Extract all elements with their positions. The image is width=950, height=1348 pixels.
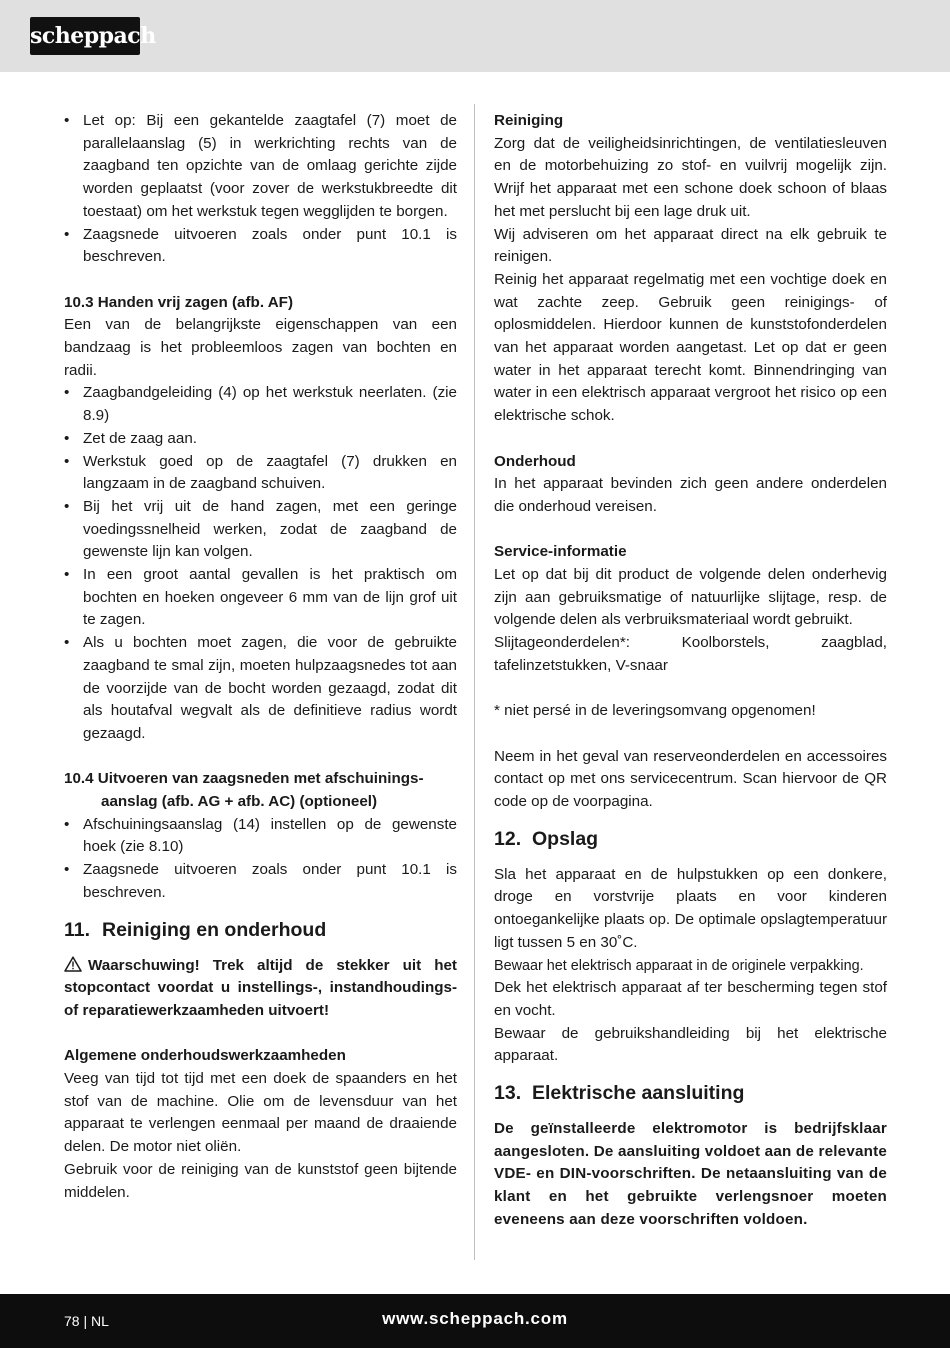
paragraph: In het apparaat bevinden zich geen andere onderdelen die onderhoud vereisen. [494,475,887,515]
list-item: • Afschuiningsaanslag (14) instellen op de gewenste hoek (zie 8.10) [64,815,457,856]
section-heading-10-4: 10.4 Uitvoeren van zaagsneden met afschuinings-aanslag (afb. AG + afb. AC) (optioneel) [64,770,424,811]
section-title-12: 12. Opslag [494,827,599,850]
footnote: * niet persé in de leveringsomvang opgenomen! [494,702,816,720]
paragraph: Veeg van tijd tot tijd met een doek de spaanders en het stof van de machine. Olie om de levensduur van het apparaat te verlengen eenmaal per maand de draaiende delen. De motor niet oliën. [64,1070,457,1156]
warning-text: Waarschuwing! Trek altijd de stekker uit het stopcontact voordat u instellings-, instandhoudings- of reparatiewerkzaamheden uitvoert! [64,956,457,1019]
list-item: • Zet de zaag aan. [64,429,197,447]
list-item: • In een groot aantal gevallen is het praktisch om bochten en hoeken ongeveer 6 mm van de lijn grof uit te zagen. [64,566,457,629]
list-item: • Werkstuk goed op de zaagtafel (7) drukken en langzaam in de zaagband schuiven. [64,452,457,493]
list-item: • Als u bochten moet zagen, die voor de gebruikte zaagband te smal zijn, moeten hulpzaagsnedes tot aan de voorzijde van de bocht worden gezaagd, zodat dit als houtafval wegvalt als de definitieve radius wordt gezaagd. [64,634,457,742]
list-item: • Let op: Bij een gekantelde zaagtafel (7) moet de parallelaanslag (5) in werkrichting rechts van de zaagband ten opzichte van de omlaag gerichte zijde worden geplaatst (voor zover de werkstukbreedte dit toestaat) om het werkstuk tegen wegglijden te borgen. [64,112,457,220]
paragraph: Bewaar het elektrisch apparaat in de originele verpakking. [494,957,864,974]
list-item: • Bij het vrij uit de hand zagen, met een geringe voedingssnelheid werken, zodat de zaagband de gewenste lijn kan volgen. [64,497,457,561]
right-column [494,110,887,1232]
paragraph: Reinig het apparaat regelmatig met een vochtige doek en wat zachte zeep. Gebruik geen reinigings- of oplosmiddelen. Hierdoor kunnen de kunststofonderdelen van het apparaat worden aangetast. Let op dat er geen water in het apparaat terecht komt. Binnendringing van water in een elektrisch apparaat vergroot het risico op een elektrische schok. [494,270,887,425]
section-heading-10-3: 10.3 Handen vrij zagen (afb. AF) [64,293,294,311]
paragraph: Sla het apparaat en de hulpstukken op een donkere, droge en vorstvrije plaats en voor kinderen ontoegankelijke plaats op. De optimale opslagtemperatuur ligt tussen 5 en 30˚C. [494,865,887,951]
paragraph: Zorg dat de veiligheidsinrichtingen, de ventilatiesleuven en de motorbehuizing zo stof- en vuilvrij mogelijk zijn. Wrijf het apparaat met een schone doek schoon of blaas het met perslucht bij een lage druk uit. [494,134,887,220]
subsection-heading: Onderhoud [494,452,576,470]
page-number: 78 | NL [64,1313,109,1329]
bullet-list [64,110,457,269]
paragraph: Bewaar de gebruikshandleiding bij het elektrische apparaat. [494,1024,887,1065]
warning-triangle-icon [64,956,82,972]
header-band [0,0,950,72]
paragraph: Wij adviseren om het apparaat direct na elk gebruik te reinigen. [494,225,887,266]
website-link[interactable]: www.scheppach.com [382,1309,568,1328]
brand-logo [30,17,156,55]
subsection-heading: Reiniging [494,112,564,129]
paragraph: Een van de belangrijkste eigenschappen van een bandzaag is het probleemloos zagen van bochten en radii. [64,316,457,379]
list-item: • Zaagsnede uitvoeren zoals onder punt 10.1 is beschreven. [64,861,457,901]
column-divider [474,104,475,1260]
footer-bar [0,1294,950,1348]
paragraph: Dek het elektrisch apparaat af ter bescherming tegen stof en vocht. [494,979,887,1019]
section-title-13: 13. Elektrische aansluiting [494,1082,745,1105]
section-title-11: 11. Reiniging en onderhoud [64,918,327,941]
list-item: • Zaagbandgeleiding (4) op het werkstuk neerlaten. (zie 8.9) [64,384,457,425]
bullet-list [64,382,457,745]
bullet-list [64,814,457,905]
left-column [64,110,457,1204]
paragraph: Neem in het geval van reserveonderdelen en accessoires contact op met ons servicecentrum. Scan hiervoor de QR code op de voorpagina. [494,747,887,811]
paragraph: Gebruik voor de reiniging van de kunststof geen bijtende middelen. [64,1160,457,1201]
brand-logo-text: scheppach [30,23,156,49]
subsection-heading: Service-informatie [494,543,627,561]
list-item: • Zaagsnede uitvoeren zoals onder punt 10.1 is beschreven. [64,225,457,266]
paragraph: De geïnstalleerde elektromotor is bedrijfsklaar aangesloten. De aansluiting voldoet aan de relevante VDE- en DIN-voorschriften. De netaansluiting van de klant en het gebruikte verlengsnoer moeten eveneens aan deze voorschriften voldoen. [494,1120,887,1228]
paragraph: Let op dat bij dit product de volgende delen onderhevig zijn aan gebruiksmatige of natuurlijke slijtage, resp. de volgende delen als verbruiksmateriaal wordt gebruikt. [494,566,887,629]
paragraph: Slijtageonderdelen*: Koolborstels, zaagblad, tafelinzetstukken, V-snaar [494,634,887,674]
subsection-heading: Algemene onderhoudswerkzaamheden [64,1047,346,1065]
